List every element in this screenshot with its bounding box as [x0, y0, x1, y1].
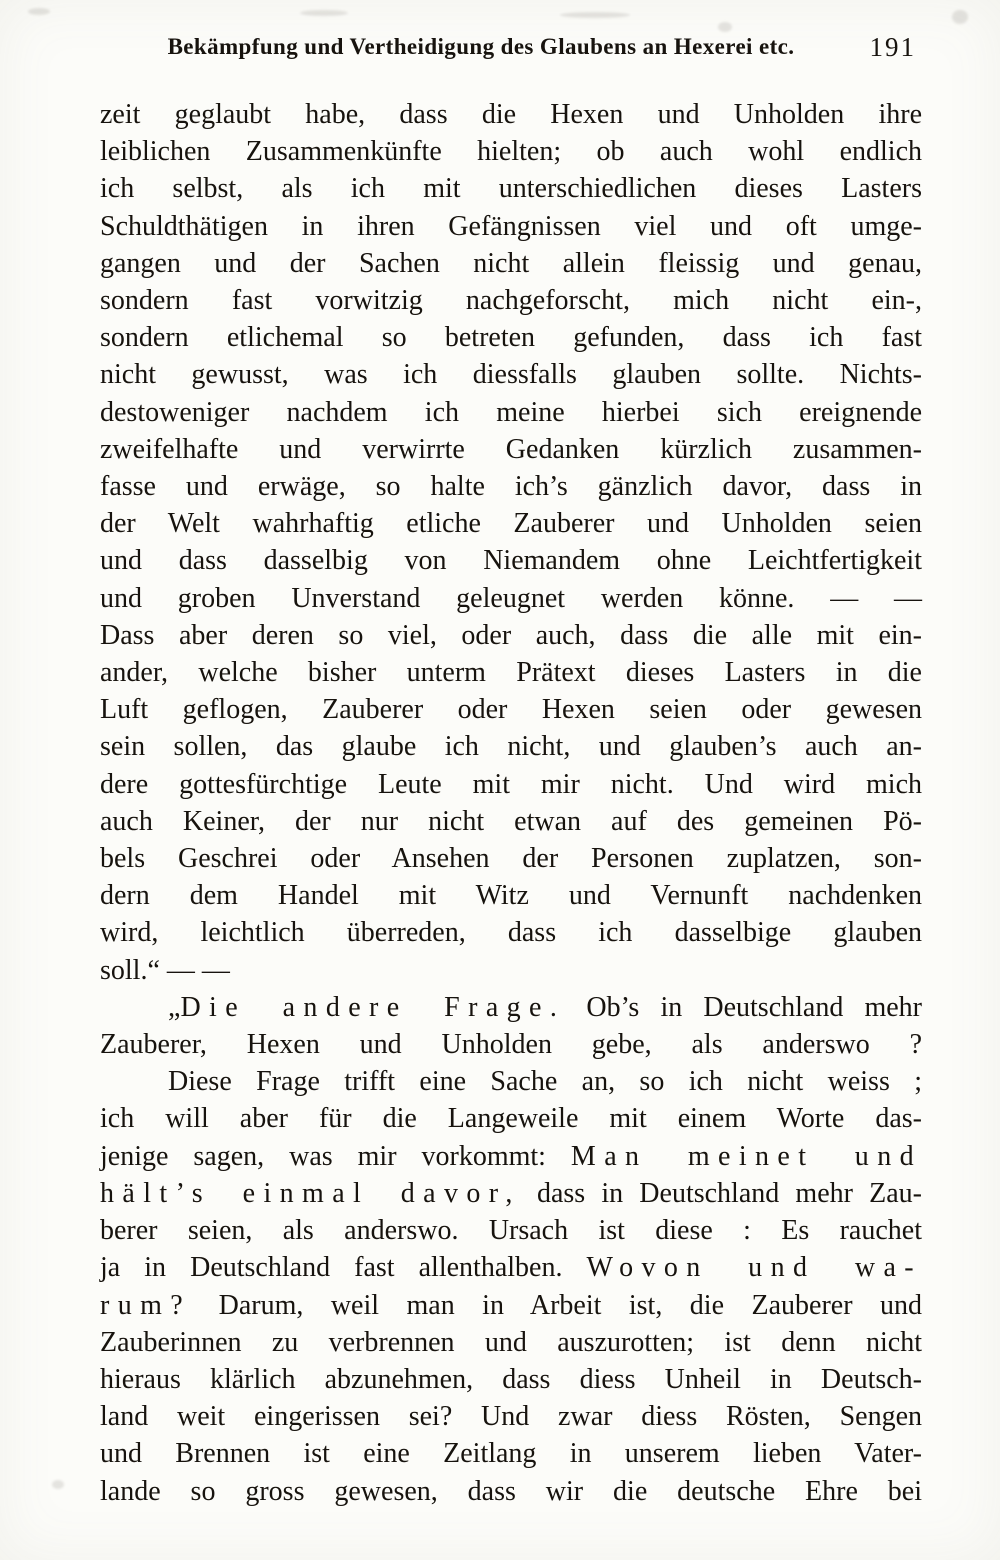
page-header: [100, 34, 922, 68]
text-segment: bels Geschrei oder Ansehen der Personen zuplatzen, son-: [100, 843, 922, 875]
scan-artifact: [28, 8, 50, 15]
text-line: [100, 728, 922, 765]
body-text: [100, 96, 922, 1510]
text-line: [100, 989, 922, 1026]
text-line: [100, 431, 922, 468]
text-line: [100, 96, 922, 133]
text-line: [100, 1063, 922, 1100]
text-line: [100, 356, 922, 393]
text-segment: sondern etlichemal so betreten gefunden, dass ich fast: [100, 322, 922, 354]
text-segment: Ob’s in Deutschland mehr: [565, 991, 922, 1023]
text-line: [100, 580, 922, 617]
text-segment: und groben Unverstand geleugnet werden könne. — —: [100, 582, 922, 614]
text-line: [100, 1287, 922, 1324]
text-line: [100, 1398, 922, 1435]
text-line: [100, 952, 922, 989]
text-segment: Zauberer, Hexen und Unholden gebe, als anderswo ?: [100, 1029, 922, 1061]
text-segment: destoweniger nachdem ich meine hierbei sich ereignende: [100, 396, 922, 428]
text-line: [100, 319, 922, 356]
scan-artifact: [718, 22, 732, 32]
text-segment: Dass aber deren so viel, oder auch, dass die alle mit ein-: [100, 619, 922, 651]
scan-artifact: [52, 1480, 64, 1489]
text-segment: soll.“ — —: [100, 954, 230, 986]
text-line: [100, 1026, 922, 1063]
text-line: [100, 505, 922, 542]
text-line: [100, 840, 922, 877]
text-line: [100, 1138, 922, 1175]
text-segment: wird, leichtlich überreden, dass ich dasselbige glauben: [100, 917, 922, 949]
text-segment: dern dem Handel mit Witz und Vernunft nachdenken: [100, 880, 922, 912]
text-segment: Darum, weil man in Arbeit ist, die Zauberer und: [191, 1289, 922, 1321]
text-segment: nicht gewusst, was ich diessfalls glauben sollte. Nichts-: [100, 359, 922, 391]
text-line: [100, 766, 922, 803]
text-line: [100, 1324, 922, 1361]
text-segment: hieraus klärlich abzunehmen, dass diess Unheil in Deutsch-: [100, 1363, 922, 1395]
letterspaced-text: Die andere Frage.: [180, 991, 566, 1023]
text-segment: der Welt wahrhaftig etliche Zauberer und Unholden seien: [100, 508, 922, 540]
text-line: [100, 1361, 922, 1398]
text-line: [100, 654, 922, 691]
text-line: [100, 1175, 922, 1212]
text-segment: lande so gross gewesen, dass wir die deutsche Ehre bei: [100, 1475, 922, 1507]
text-line: [100, 542, 922, 579]
text-line: [100, 691, 922, 728]
text-line: [100, 394, 922, 431]
text-line: [100, 914, 922, 951]
text-segment: sondern fast vorwitzig nachgeforscht, mich nicht ein-,: [100, 285, 922, 317]
text-segment: leiblichen Zusammenkünfte hielten; ob auch wohl endlich: [100, 136, 922, 168]
text-line: [100, 170, 922, 207]
text-line: [100, 1100, 922, 1137]
text-segment: gangen und der Sachen nicht allein fleissig und genau,: [100, 247, 922, 279]
text-segment: jenige sagen, was mir vorkommt:: [100, 1140, 571, 1172]
text-segment: „: [168, 991, 181, 1023]
text-line: [100, 803, 922, 840]
text-segment: Zauberinnen zu verbrennen und auszurotten; ist denn nicht: [100, 1326, 922, 1358]
text-line: [100, 208, 922, 245]
text-segment: zeit geglaubt habe, dass die Hexen und Unholden ihre: [100, 99, 922, 130]
letterspaced-text: Wovon und wa-: [586, 1252, 922, 1284]
running-header-title: Bekämpfung und Vertheidigung des Glaubens an Hexerei etc.: [167, 34, 795, 59]
text-segment: berer seien, als anderswo. Ursach ist diese : Es rauchet: [100, 1215, 922, 1247]
text-segment: auch Keiner, der nur nicht etwan auf des gemeinen Pö-: [100, 805, 922, 837]
text-line: [100, 1435, 922, 1472]
text-line: [100, 245, 922, 282]
text-segment: Diese Frage trifft eine Sache an, so ich nicht weiss ;: [168, 1066, 922, 1098]
text-line: [100, 1212, 922, 1249]
text-segment: ander, welche bisher unterm Prätext dieses Lasters in die: [100, 657, 922, 689]
text-segment: zweifelhafte und verwirrte Gedanken kürzlich zusammen-: [100, 433, 922, 465]
letterspaced-text: hält’s einmal davor,: [100, 1177, 521, 1209]
letterspaced-text: rum?: [100, 1289, 192, 1321]
text-segment: und dass dasselbig von Niemandem ohne Leichtfertigkeit: [100, 545, 922, 577]
text-segment: ich will aber für die Langeweile mit einem Worte das-: [100, 1103, 922, 1135]
text-segment: Schuldthätigen in ihren Gefängnissen viel und oft umge-: [100, 210, 922, 242]
text-segment: dere gottesfürchtige Leute mit mir nicht. Und wird mich: [100, 768, 922, 800]
text-segment: land weit eingerissen sei? Und zwar diess Rösten, Sengen: [100, 1401, 922, 1433]
text-segment: dass in Deutschland mehr Zau-: [520, 1177, 922, 1209]
scan-artifact: [300, 10, 348, 16]
text-segment: ja in Deutschland fast allenthalben.: [100, 1252, 587, 1284]
text-segment: fasse und erwäge, so halte ich’s gänzlich davor, dass in: [100, 471, 922, 503]
text-line: [100, 1473, 922, 1510]
text-line: [100, 282, 922, 319]
text-line: [100, 468, 922, 505]
letterspaced-text: Man meinet und: [570, 1140, 922, 1172]
text-line: [100, 617, 922, 654]
text-segment: Luft geflogen, Zauberer oder Hexen seien oder gewesen: [100, 694, 922, 726]
scan-artifact: [560, 12, 630, 18]
text-segment: ich selbst, als ich mit unterschiedlichen dieses Lasters: [100, 173, 922, 205]
text-line: [100, 1249, 922, 1286]
text-line: [100, 877, 922, 914]
text-line: [100, 133, 922, 170]
page-number: 191: [869, 32, 916, 62]
scan-artifact: [952, 10, 968, 24]
text-segment: sein sollen, das glaube ich nicht, und glauben’s auch an-: [100, 731, 922, 763]
text-segment: und Brennen ist eine Zeitlang in unserem lieben Vater-: [100, 1438, 922, 1470]
